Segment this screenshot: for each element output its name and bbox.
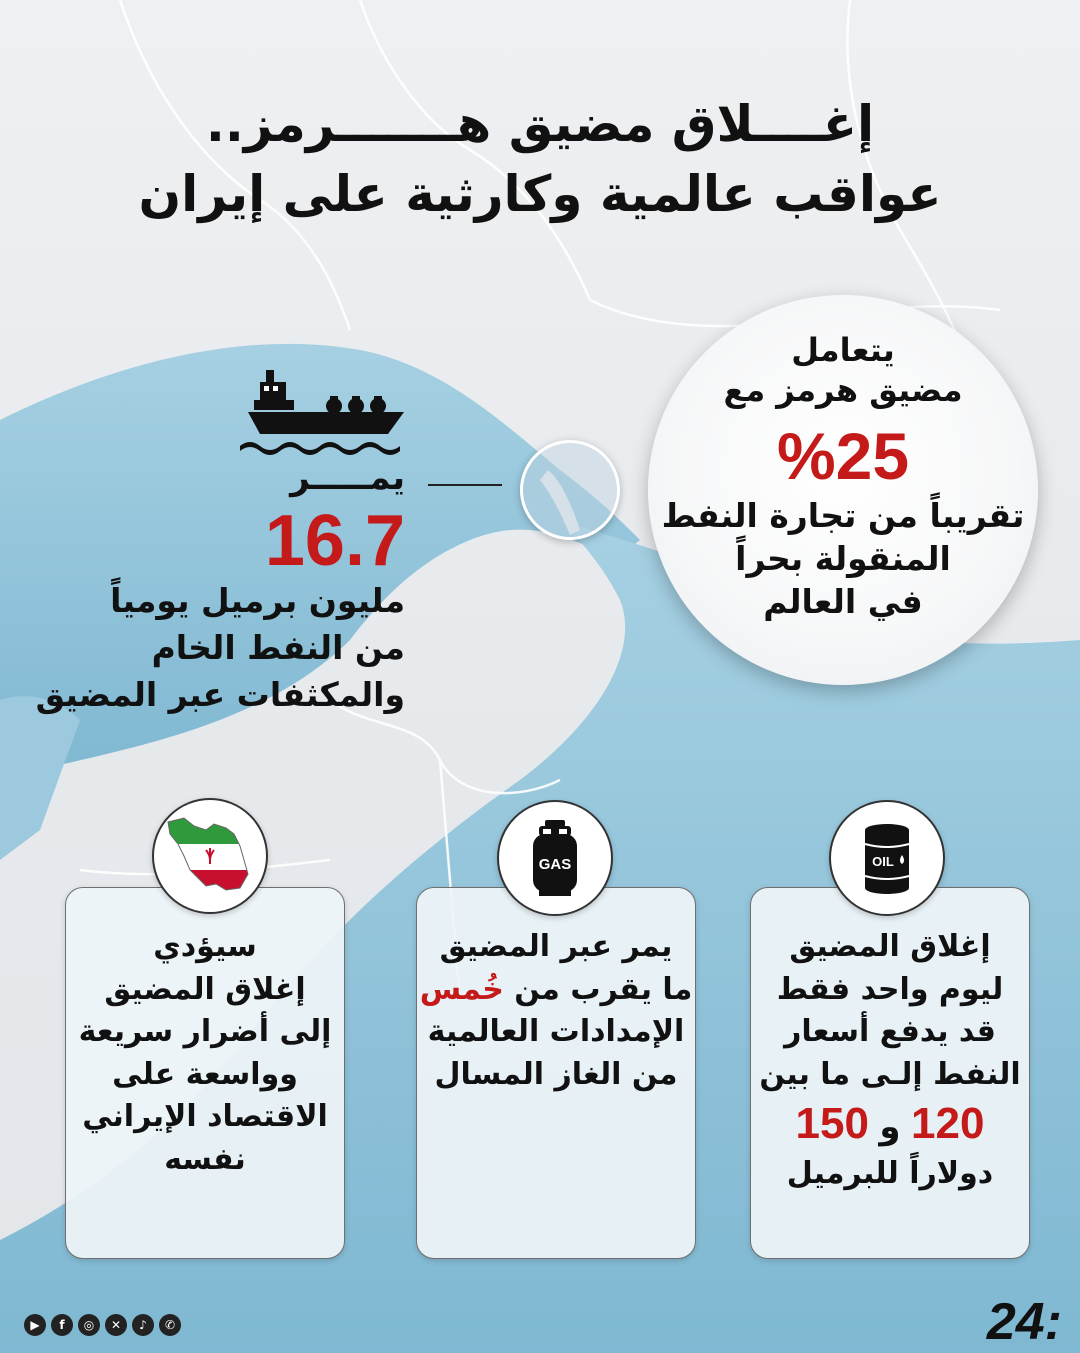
brand-logo: 24: [986,1293,1062,1351]
hormuz-share-desc-line-3: في العالم [763,581,923,621]
tiktok-icon[interactable]: ♪ [132,1314,154,1336]
gas-line-3: الإمدادات العالمية [427,1014,685,1050]
gas-line-1: يمر عبر المضيق [439,929,673,964]
title-line-1: إغــــلاق مضيق هـــــــرمز.. [205,95,875,153]
gas-cylinder-label: GAS [538,856,572,873]
iran-card [65,887,345,1259]
hormuz-share-percent: %25 [776,419,910,493]
iran-line-4: وواسعة على [112,1056,298,1092]
iran-line-2: إغلاق المضيق [104,971,306,1007]
oil-price-range [751,1093,1029,1155]
social-icons [24,1314,181,1336]
oil-flow-desc-line-1: مليون برميل يومياً [110,581,405,620]
facebook-icon[interactable]: f [51,1314,73,1336]
oil-price-low: 120 [911,1099,985,1148]
gas-line-2 [417,969,695,1012]
gas-text [417,926,695,1096]
leader-line [428,484,502,486]
hormuz-share-desc [648,495,1038,624]
iran-flag-map-icon [154,800,266,912]
instagram-icon[interactable]: ◎ [78,1314,100,1336]
iran-text [66,926,344,1182]
oil-flow-value: 16.7 [264,501,405,581]
oil-barrel-icon [831,802,943,914]
red-sea [0,696,80,860]
iran-line-5: الاقتصاد الإيراني [82,1099,328,1135]
oil-barrel-icon-circle [829,800,945,916]
x-icon[interactable]: ✕ [105,1314,127,1336]
oil-flow-passes-label: يمـــــر [290,458,405,498]
oil-flow-desc-line-3: والمكثفات عبر المضيق [35,674,405,714]
hormuz-share-desc-line-2: المنقولة بحراً [735,538,951,578]
oil-price-line-1: إغلاق المضيق [789,929,991,964]
iran-line-1: سيؤدي [153,929,257,964]
title-line-2: عواقب عالمية وكارثية على إيران [138,165,942,223]
oil-price-line-3: قد يدفع أسعار [784,1014,996,1050]
hormuz-share-circle [648,295,1038,685]
tanker-ship-icon [238,362,408,457]
gas-card [416,887,696,1259]
oil-flow-desc-line-2: من النفط الخام [151,627,405,667]
oil-price-line-5: دولاراً للبرميل [786,1156,994,1191]
oil-price-high: 150 [795,1099,869,1148]
oil-price-line-4: النفط إلـى ما بين [759,1056,1021,1092]
gas-line-2-pre: ما يقرب من [503,971,693,1007]
youtube-icon[interactable]: ▶ [24,1314,46,1336]
gas-line-4: من الغاز المسال [434,1056,678,1092]
oil-price-separator: و [879,1107,901,1147]
gas-cylinder-icon [499,802,611,914]
oil-price-card [750,887,1030,1259]
hormuz-share-intro [648,330,1038,410]
gas-cylinder-icon-circle [497,800,613,916]
oil-price-line-2: ليوم واحد فقط [776,971,1004,1007]
oil-flow-desc [36,578,405,719]
gas-line-2-highlight: خُمس [419,971,504,1007]
whatsapp-icon[interactable]: ✆ [159,1314,181,1336]
iran-line-6: نفسه [164,1141,246,1177]
strait-magnifier [520,440,620,540]
oil-barrel-label: OIL [872,854,894,869]
iran-line-3: إلى أضرار سريعة [78,1014,332,1050]
iran-flag-map-icon-circle [152,798,268,914]
hormuz-share-intro-line-2: مضيق هرمز مع [723,371,963,409]
oil-price-text [751,926,1029,1096]
hormuz-share-desc-line-1: تقريباً من تجارة النفط [661,496,1025,535]
hormuz-share-intro-line-1: يتعامل [791,331,895,369]
